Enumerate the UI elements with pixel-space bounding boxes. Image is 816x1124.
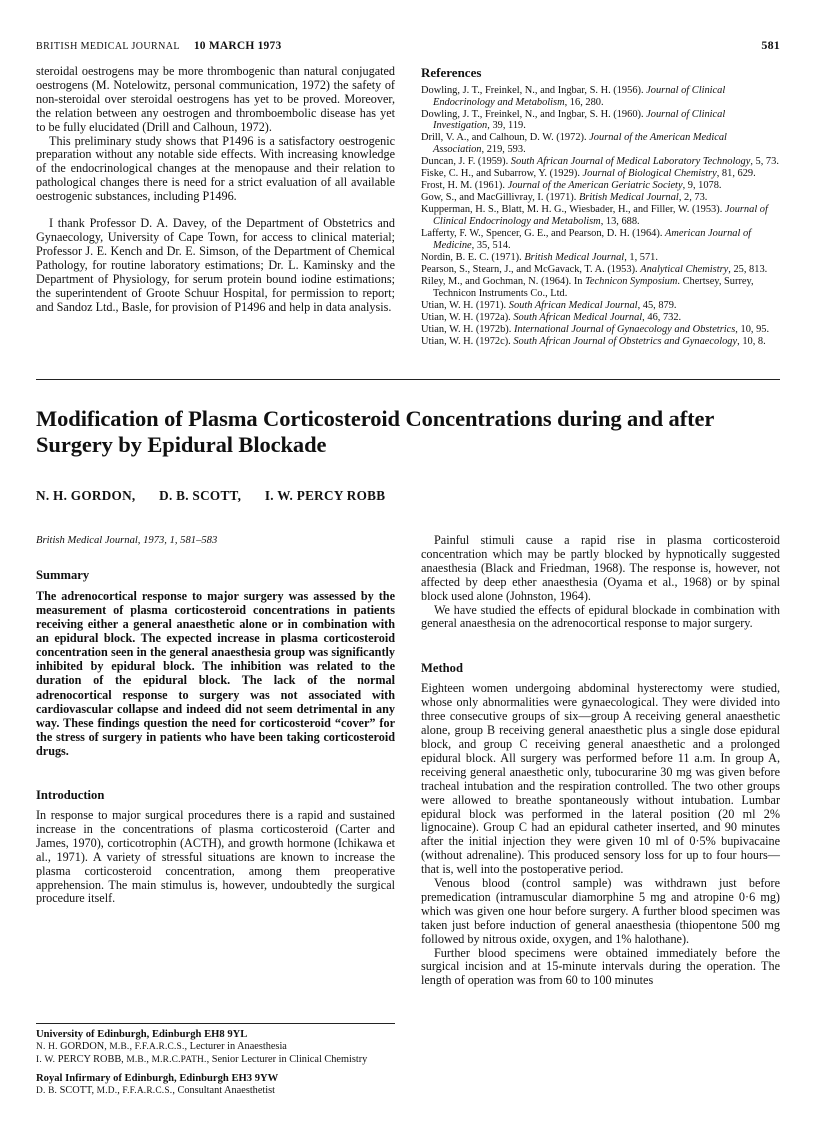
article-column-left bbox=[36, 504, 395, 988]
reference-item: Drill, V. A., and Calhoun, D. W. (1972). Journal of the American Medical Association, 219, 593. bbox=[421, 132, 727, 155]
reference-item: Kupperman, H. S., Blatt, M. H. G., Wiesbader, H., and Filler, W. (1953). Journal of Clinical Endocrinology and Metabolism, 13, 688. bbox=[421, 204, 768, 228]
author: I. W. PERCY ROBB bbox=[264, 488, 386, 503]
author: N. H. GORDON, bbox=[36, 488, 136, 503]
paragraph: This preliminary study shows that P1496 is a satisfactory oestrogenic preparation without any notable side effects. With increasing knowledge of the endocrinological changes at the menopause and their relation to pathological changes there is need for a strict evaluation of all available oestrogenic substances, including P1496. bbox=[36, 133, 395, 204]
person: N. H. GORDON, M.B., F.F.A.R.C.S., Lecturer in Anaesthesia bbox=[36, 1040, 287, 1052]
issue-date: 10 MARCH 1973 bbox=[193, 40, 282, 52]
paragraph: steroidal oestrogens may be more thrombogenic than natural conjugated oestrogens (M. Notelowitz, personal communication, 1972) the safety of non-steroidal over steroidal oestrogens has yet to be proved. Moreover, the relation between any oestrogen and thromboembolic disease has yet to be fully elucidated (Drill and Calhoun, 1972). bbox=[36, 64, 395, 134]
article-body bbox=[36, 504, 780, 988]
reference-item: Utian, W. H. (1971). South African Medical Journal, 45, 879. bbox=[421, 299, 677, 311]
running-head bbox=[36, 38, 780, 53]
paragraph: We have studied the effects of epidural blockade in combination with general anaesthesia on the adrenocortical response to major surgery. bbox=[421, 602, 780, 631]
person: I. W. PERCY ROBB, M.B., M.R.C.PATH., Senior Lecturer in Clinical Chemistry bbox=[36, 1053, 368, 1065]
affiliation-group bbox=[36, 1073, 395, 1098]
reference-item: Dowling, J. T., Freinkel, N., and Ingbar, S. H. (1960). Journal of Clinical Investigation, 39, 119. bbox=[421, 108, 726, 132]
method-heading: Method bbox=[421, 661, 463, 676]
reference-list bbox=[421, 85, 780, 348]
person: D. B. SCOTT, M.D., F.F.A.R.C.S., Consultant Anaesthetist bbox=[36, 1085, 275, 1097]
paragraph: Eighteen women undergoing abdominal hysterectomy were studied, whose only abnormalities were gynaecological. They were divided into three consecutive groups of six—group A receiving general anaesthetic alone, group B receiving general anaesthetic plus a single dose epidural block, and group C receiving general anaesthetic and a prolonged epidural block. All surgery was performed before 11 a.m. In group A, receiving general anaesthetic only, tubocurarine 30 mg was given before tracheal intubation and the respiration controlled. The two other groups were allowed to breathe spontaneously without intubation. Lumbar epidural block was performed in the lateral position (20 ml 2% lignocaine). Group C had an epidural catheter inserted, and 90 minutes after the initial injection they were given 10 ml of 0·5% bupivacaine (without adrenaline). This produced sensory loss for up to four hours—that is, well into the postoperative period. bbox=[421, 681, 780, 877]
references-column bbox=[421, 65, 780, 357]
institution-name: University of Edinburgh, Edinburgh EH8 9YL bbox=[36, 1029, 248, 1041]
reference-item: Dowling, J. T., Freinkel, N., and Ingbar, S. H. (1956). Journal of Clinical Endocrinology and Metabolism, 16, 280. bbox=[421, 85, 726, 108]
reference-item: Utian, W. H. (1972a). South African Medical Journal, 46, 732. bbox=[421, 311, 682, 323]
article-citation: British Medical Journal, 1973, 1, 581–583 bbox=[36, 535, 218, 546]
section-divider bbox=[36, 379, 780, 380]
affiliation-footnote bbox=[36, 1023, 395, 1098]
author-list bbox=[36, 488, 780, 504]
footnote-divider bbox=[36, 1023, 395, 1024]
reference-item: Fiske, C. H., and Subarrow, Y. (1929). Journal of Biological Chemistry, 81, 629. bbox=[421, 168, 756, 180]
paragraph: Venous blood (control sample) was withdrawn just before premedication (intramuscular diamorphine 5 mg and atropine 0·6 mg) which was given one hour before surgery. A further blood specimen was taken just before induction of general anaesthesia (thiopentone 500 mg followed by nitrous oxide, oxygen, and 1% halothane). bbox=[421, 876, 780, 946]
affiliation-block bbox=[36, 1029, 395, 1098]
previous-article-text-column bbox=[36, 65, 395, 357]
summary-heading: Summary bbox=[36, 567, 90, 582]
reference-item: Utian, W. H. (1972c). South African Journal of Obstetrics and Gynaecology, 10, 8. bbox=[421, 335, 766, 347]
reference-item: Nordin, B. E. C. (1971). British Medical Journal, 1, 571. bbox=[421, 251, 658, 263]
references-heading: References bbox=[421, 65, 482, 80]
reference-item: Pearson, S., Stearn, J., and McGavack, T. A. (1953). Analytical Chemistry, 25, 813. bbox=[421, 263, 768, 275]
paragraph: In response to major surgical procedures there is a rapid and sustained increase in the concentrations of plasma corticosteroid (Carter and James, 1970), corticotrophin (ACTH), and growth hormone (Ichikawa et al., 1971). A variety of stressful situations are known to increase the plasma corticosteroid concentration, among them preoperative apprehension. The main stimulus is, however, undoubtedly the surgical procedure itself. bbox=[36, 808, 395, 906]
affiliation-group bbox=[36, 1029, 395, 1066]
article-column-right bbox=[421, 504, 780, 988]
journal-name: BRITISH MEDICAL JOURNAL bbox=[36, 41, 180, 52]
paragraph: Further blood specimens were obtained immediately before the surgical incision and at 15-minute intervals during the operation. The length of operation was from 60 to 100 minutes bbox=[421, 945, 780, 988]
reference-item: Gow, S., and MacGillivray, I. (1971). British Medical Journal, 2, 73. bbox=[421, 192, 708, 204]
reference-item: Duncan, J. F. (1959). South African Journal of Medical Laboratory Technology, 5, 73. bbox=[421, 156, 779, 168]
acknowledgement: I thank Professor D. A. Davey, of the Department of Obstetrics and Gynaecology, University of Cape Town, for access to clinical material; Professor J. E. Kench and Dr. E. Simson, of the Department of Chemical Pathology, for routine laboratory estimations; Dr. L. Kaminsky and the Department of Physiology, for serum protein bound iodine estimations; the superintendent of Groote Schuur Hospital, for permission to report; and Sandoz Ltd., Basle, for provision of P1496 and help in data analysis. bbox=[36, 216, 395, 314]
reference-item: Frost, H. M. (1961). Journal of the American Geriatric Society, 9, 1078. bbox=[421, 180, 722, 192]
introduction-heading: Introduction bbox=[36, 788, 105, 803]
author: D. B. SCOTT, bbox=[159, 488, 242, 503]
reference-item: Riley, M., and Gochman, N. (1964). In Technicon Symposium. Chertsey, Surrey, Technicon Instruments Co., Ltd. bbox=[421, 276, 754, 299]
reference-item: Lafferty, F. W., Spencer, G. E., and Pearson, D. H. (1964). American Journal of Medicine, 35, 514. bbox=[421, 228, 752, 251]
institution-name: Royal Infirmary of Edinburgh, Edinburgh EH3 9YW bbox=[36, 1073, 279, 1085]
previous-article-block bbox=[36, 65, 780, 357]
article-title: Modification of Plasma Corticosteroid Concentrations during and after Surgery by Epidural Blockade bbox=[36, 406, 714, 457]
page-number: 581 bbox=[761, 38, 780, 52]
summary-text: The adrenocortical response to major surgery was assessed by the measurement of plasma corticosteroid concentrations in patients receiving either a general anaesthetic alone or in combination with an epidural block. The expected increase in plasma corticosteroid concentration seen in the general anaesthesia group was significantly inhibited by epidural block. The inhibition was related to the duration of the epidural block. The lack of the normal adrenocortical response to surgery was not associated with cardiovascular collapse and indeed did not seem detrimental in any way. These findings question the need for corticosteroid “cover” for the stress of surgery in patients who have been taking corticosteroid drugs. bbox=[36, 588, 395, 758]
reference-item: Utian, W. H. (1972b). International Journal of Gynaecology and Obstetrics, 10, 95. bbox=[421, 323, 770, 335]
paragraph: Painful stimuli cause a rapid rise in plasma corticosteroid concentration which may be partly blocked by hypnotically suggested anaesthesia (Black and Friedman, 1968). The response is, however, not affected by deep ether anaesthesia (Oyama et al., 1968) or by spinal block used alone (Johnston, 1964). bbox=[421, 533, 780, 603]
running-head-left bbox=[36, 40, 281, 52]
